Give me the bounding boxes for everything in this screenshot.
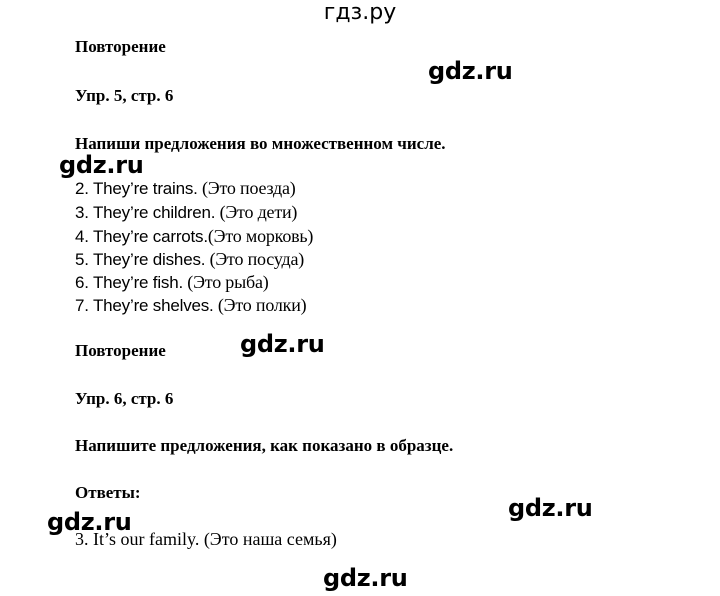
watermark: gdz.ru	[47, 508, 132, 536]
section1-title: Повторение	[75, 37, 166, 56]
section2-title: Повторение	[75, 341, 166, 360]
answer-line	[75, 272, 269, 293]
answer-ru: (Это дети)	[215, 202, 298, 222]
section1-exercise: Упр. 5, стр. 6	[75, 86, 174, 105]
answer-en: 4. They’re carrots.	[75, 227, 208, 246]
answer-ru: (Это рыба)	[182, 272, 269, 292]
watermark: gdz.ru	[240, 330, 325, 358]
answer-en: 6. They’re fish.	[75, 273, 183, 292]
answer-en: 5. They’re dishes.	[75, 250, 206, 269]
section2-task: Напишите предложения, как показано в образце.	[75, 436, 454, 455]
watermark: gdz.ru	[428, 57, 513, 85]
answer-ru: (Это поезда)	[197, 178, 296, 198]
answer-en: 7. They’re shelves.	[75, 296, 214, 315]
answer-en: 2. They’re trains.	[75, 179, 198, 198]
answer-line	[75, 202, 297, 223]
answer-ru: (Это морковь)	[207, 226, 314, 246]
answer-en: 3. They’re children.	[75, 203, 216, 222]
answer-ru: (Это полки)	[213, 295, 307, 315]
answers-label: Ответы:	[75, 483, 141, 502]
answer-ru: (Это посуда)	[205, 249, 305, 269]
watermark: gdz.ru	[508, 494, 593, 522]
answer-line	[75, 295, 306, 316]
site-header: гдз.ру	[323, 0, 397, 25]
watermark: gdz.ru	[59, 151, 144, 179]
section2-exercise: Упр. 6, стр. 6	[75, 389, 174, 408]
answer-line: 3. It’s our family. (Это наша семья)	[75, 529, 337, 549]
answer-line	[75, 226, 313, 247]
section1-task: Напиши предложения во множественном числе.	[75, 134, 446, 153]
answer-line	[75, 249, 304, 270]
answer-line	[75, 178, 296, 199]
watermark: gdz.ru	[323, 564, 408, 592]
